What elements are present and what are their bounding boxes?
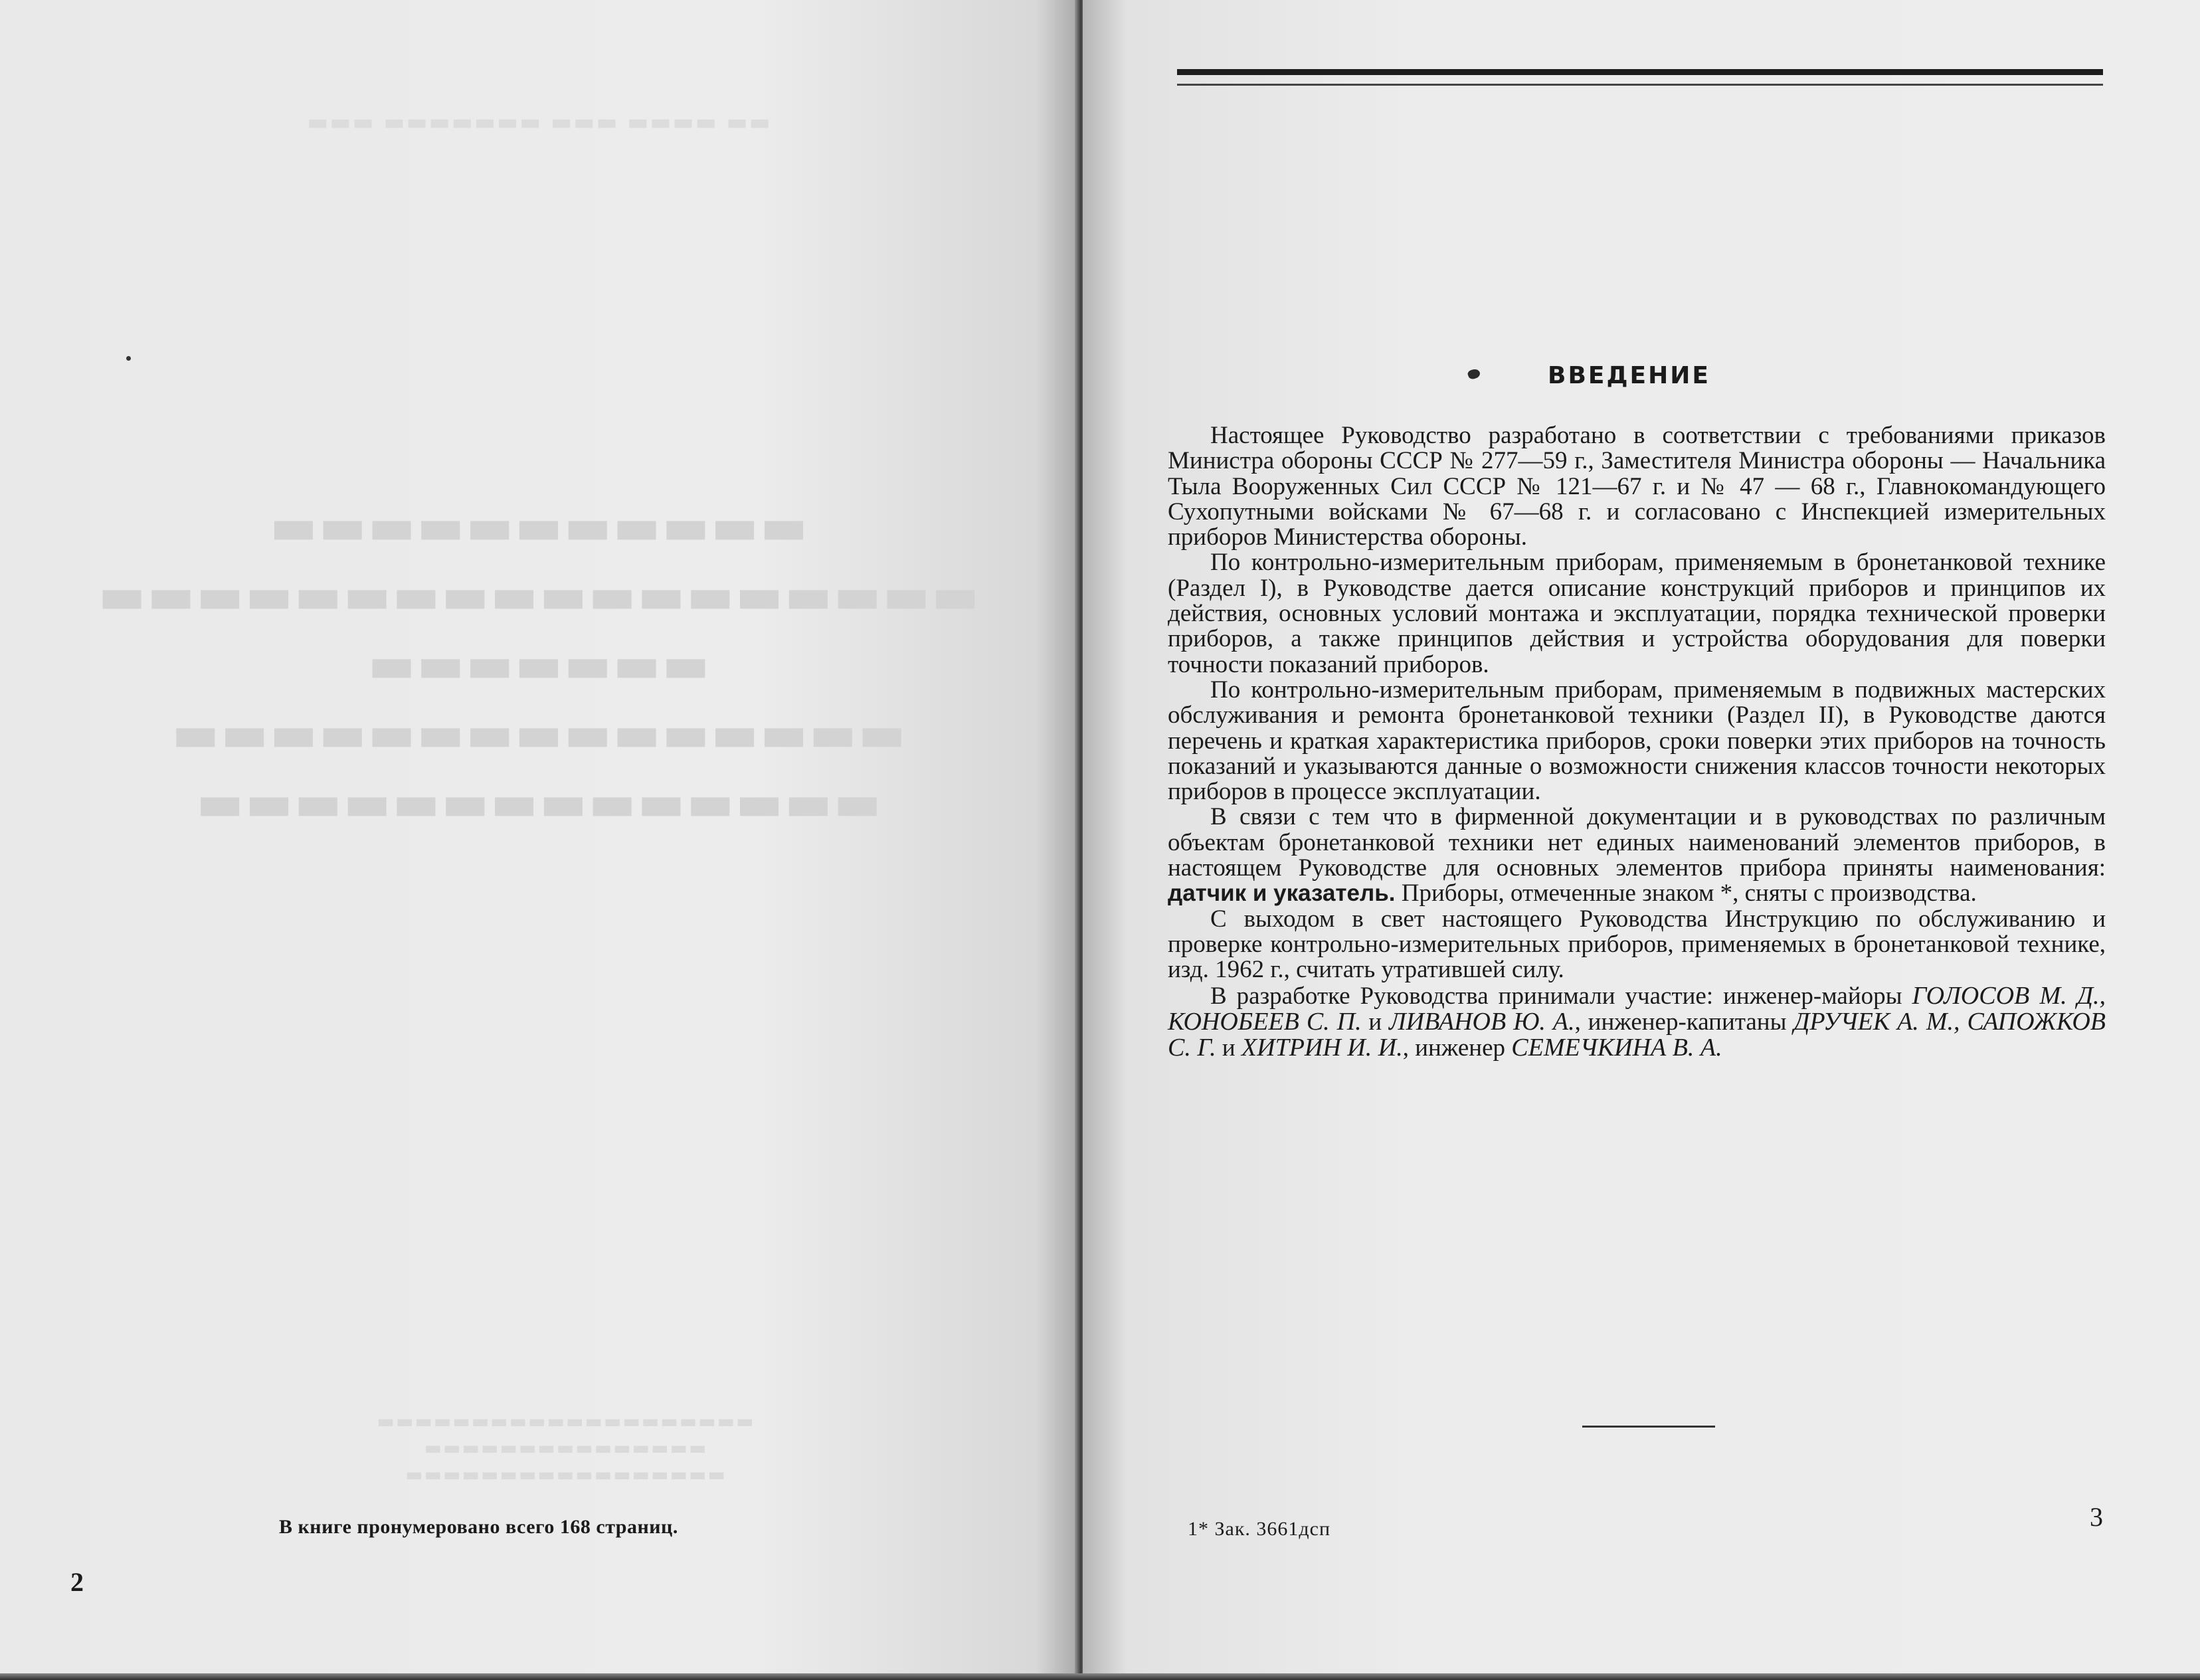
conjunction: и [1361, 1008, 1389, 1036]
order-number: 1* Зак. 3661дсп [1188, 1518, 1331, 1540]
paragraph-3: По контрольно-измерительным приборам, применяемым в подвижных мастерских обслуживания и ремонта бронетанковой техники (Раздел II), в Руководстве даются перечень и краткая характеристика приборов, сроки поверки этих приборов на точность показаний и указываются данные о возможности снижения классов точности некоторых приборов в процессе эксплуатации. [1168, 676, 2106, 806]
paragraph-6 [1168, 983, 2106, 1062]
rank-label: , инженер-капитаны [1574, 1008, 1794, 1036]
page-number-right: 3 [2090, 1502, 2103, 1532]
bleed-through-imprint: ▬▬▬▬▬▬▬▬▬▬▬▬▬▬▬▬▬▬▬▬ ▬▬▬▬▬▬▬▬▬▬▬▬▬▬▬ ▬▬▬▬▬▬▬▬▬▬▬▬▬▬▬▬▬ [375, 1410, 754, 1485]
section-heading: ВВЕДЕНИЕ [1548, 362, 1710, 389]
paragraph-4 [1168, 804, 2106, 906]
contributor-names: ЛИВАНОВ Ю. А. [1388, 1007, 1575, 1036]
paragraph-4-text: В связи с тем что в фирменной документации и в руководствах по различным объектам бронетанковой техники нет единых наименований элементов приборов, в настоящем Руководстве для основных элементов прибора приняты наименования: [1168, 803, 2106, 882]
introduction-body [1168, 423, 2106, 1061]
conjunction: и [1216, 1034, 1241, 1062]
bleed-through-header: ▬▬ ▬▬▬▬ ▬▬▬ ▬▬▬▬▬▬▬ ▬▬▬ [306, 109, 771, 136]
end-of-section-rule [1582, 1426, 1715, 1428]
page-count-note: В книге пронумеровано всего 168 страниц. [279, 1516, 678, 1538]
book-binding-bottom [0, 1673, 2200, 1680]
ink-speck [126, 356, 131, 361]
paragraph-5: С выходом в свет настоящего Руководства Инструкцию по обслуживанию и проверке контрольно-измерительных приборов, применяемых в бронетанковой технике, изд. 1962 г., считать утратившей силу. [1168, 905, 2106, 984]
right-page [1083, 0, 2200, 1680]
header-rule-thick [1177, 69, 2103, 75]
rank-label: , инженер [1402, 1034, 1512, 1062]
left-page [0, 0, 1079, 1680]
contributors-intro: В разработке Руководства принимали участие: инженер-майоры [1210, 982, 1912, 1010]
header-rule-thin [1177, 84, 2103, 86]
page-number-left: 2 [70, 1567, 84, 1597]
paragraph-4-tail: Приборы, отмеченные знаком *, сняты с производства. [1395, 880, 1977, 907]
bleed-through-title: ▬▬▬▬▬▬▬▬▬▬▬ ▬▬▬▬▬▬▬▬▬▬▬▬▬▬▬▬▬▬ ▬▬▬▬▬▬▬ ▬▬▬▬▬▬▬▬▬▬▬▬▬▬▬ ▬▬▬▬▬▬▬▬▬▬▬▬▬▬ [96, 496, 980, 832]
paragraph-1: Настоящее Руководство разработано в соответствии с требованиями приказов Министра обороны СССР № 277—59 г., Заместителя Министра обороны — Начальника Тыла Вооруженных Сил СССР № 121—67 г. и № 47 — 68 г., Главнокомандующего Сухопутными войсками № 67—68 г. и согласовано с Инспекцией измерительных приборов Министерства обороны. [1168, 422, 2106, 551]
contributor-names: СЕМЕЧКИНА В. А. [1511, 1034, 1722, 1062]
contributor-names: ГОЛОСОВ М. Д., КОНОБЕЕВ С. П. [1168, 981, 2106, 1036]
paragraph-2: По контрольно-измерительным приборам, применяемым в бронетанковой технике (Раздел I), в Руководстве дается описание конструкций приборов и принципов их действия, основных условий монтажа и эксплуатации, порядка технической проверки приборов, а также принципов действия и устройства оборудования для поверки точности показаний приборов. [1168, 549, 2106, 678]
term-names: датчик и указатель. [1168, 880, 1396, 907]
ink-mark-icon [1467, 367, 1481, 380]
contributor-names: ХИТРИН И. И. [1241, 1034, 1403, 1062]
contributor-names: ДРУЧЕК А. М., САПОЖКОВ С. Г. [1168, 1007, 2106, 1062]
